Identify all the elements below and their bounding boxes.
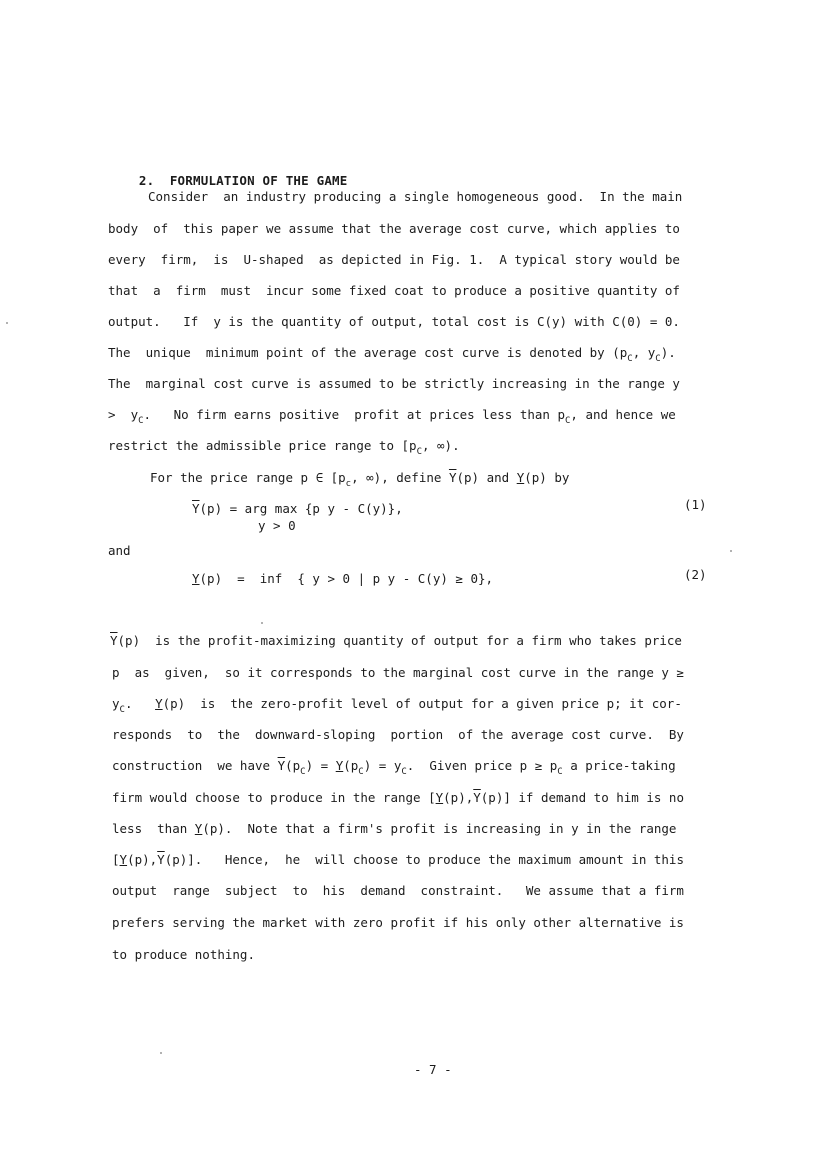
text-fragment: (p) is the zero-profit level of output for a given price p; it cor- [162, 696, 682, 711]
text-fragment: The unique minimum point of the average cost curve is denoted by (p [108, 345, 628, 360]
text-fragment: ). [660, 345, 676, 360]
text-fragment: firm would choose to produce in the range [ [112, 790, 436, 805]
scan-speck [261, 622, 263, 624]
text-line [110, 633, 682, 649]
y-underbar-symbol: Y [194, 821, 203, 836]
text-line: every firm, is U-shaped as depicted in Fig. 1. A typical story would be [108, 252, 680, 267]
text-fragment: For the price range p ∈ [p [150, 470, 346, 485]
y-bar-symbol: $\overline{Y}$ [473, 790, 481, 805]
text-line: that a firm must incur some fixed coat to produce a positive quantity of [108, 283, 680, 298]
paragraph-2 [150, 470, 570, 489]
subscript-c: C [557, 767, 563, 777]
subscript-c: C [401, 767, 407, 777]
subscript-c: C [300, 767, 306, 777]
text-fragment: > y [108, 407, 139, 422]
text-fragment: (p) by [524, 470, 570, 485]
equation-2-number: (2) [684, 567, 707, 582]
equation-1-body [192, 501, 403, 517]
text-fragment: y [112, 696, 120, 711]
text-line: responds to the downward-sloping portion of the average cost curve. By [112, 727, 684, 742]
y-bar-symbol: $\overline{Y}$ [448, 470, 457, 485]
y-underbar-symbol: Y [192, 571, 200, 586]
text-line: p as given, so it corresponds to the marginal cost curve in the range y ≥ [112, 665, 684, 680]
page-number: - 7 - [414, 1062, 452, 1077]
text-fragment: , and hence we [570, 407, 676, 422]
scan-speck [6, 322, 8, 324]
text-fragment: (p [343, 758, 359, 773]
subscript-c: C [358, 767, 364, 777]
equation-1-number: (1) [684, 497, 707, 512]
text-fragment: (p), [127, 852, 158, 867]
text-line: output range subject to his demand constraint. We assume that a firm [112, 883, 684, 898]
y-underbar-symbol: Y [335, 758, 344, 773]
text-fragment: less than [112, 821, 195, 836]
text-line [108, 438, 460, 457]
text-fragment: . No firm earns positive profit at prices less than p [143, 407, 565, 422]
equation-2-body [192, 571, 493, 587]
subscript-c: C [119, 705, 125, 715]
text-fragment: ) = [305, 758, 336, 773]
text-fragment: [ [112, 852, 120, 867]
text-fragment: restrict the admissible price range to [p [108, 438, 417, 453]
y-underbar-symbol: Y [435, 790, 444, 805]
text-line [112, 852, 684, 868]
equation-1-subscript: y > 0 [258, 518, 296, 533]
text-line: body of this paper we assume that the average cost curve, which applies to [108, 221, 680, 236]
scan-speck [160, 1052, 162, 1054]
text-fragment: (p)]. Hence, he will choose to produce the maximum amount in this [164, 852, 684, 867]
y-underbar-symbol: Y [155, 696, 163, 711]
text-fragment: (p) and [456, 470, 517, 485]
y-bar-symbol: $\overline{Y}$ [192, 501, 200, 516]
text-line [108, 407, 676, 426]
text-fragment: (p), [443, 790, 474, 805]
text-line: The marginal cost curve is assumed to be strictly increasing in the range y [108, 376, 680, 391]
text-fragment: , ∞). [421, 438, 460, 453]
text-fragment: a price-taking [562, 758, 676, 773]
y-underbar-symbol: Y [516, 470, 525, 485]
text-line: to produce nothing. [112, 947, 255, 962]
text-fragment: , y [632, 345, 656, 360]
text-fragment: construction we have [112, 758, 278, 773]
text-line [112, 790, 684, 806]
text-line [112, 696, 682, 715]
subscript-c: C [416, 447, 422, 457]
scan-speck [730, 550, 732, 552]
text-fragment: ) = y [363, 758, 402, 773]
subscript-c: C [564, 416, 571, 426]
text-fragment: (p). Note that a firm's profit is increasing in y in the range [202, 821, 677, 836]
text-line: Consider an industry producing a single homogeneous good. In the main [148, 189, 683, 204]
subscript-c: C [655, 354, 661, 364]
text-fragment: . [124, 696, 156, 711]
y-bar-symbol: $\overline{Y}$ [157, 852, 165, 867]
equation-text: (p) = inf { y > 0 | p y - C(y) ≥ 0}, [199, 571, 494, 586]
section-title: FORMULATION OF THE GAME [169, 173, 348, 188]
text-line [112, 758, 676, 777]
text-fragment: . Given price p ≥ p [406, 758, 558, 773]
text-line [112, 821, 676, 837]
y-underbar-symbol: Y [119, 852, 128, 867]
text-fragment: , ∞), define [351, 470, 449, 485]
text-line: output. If y is the quantity of output, total cost is C(y) with C(0) = 0. [108, 314, 680, 329]
y-bar-symbol: $\overline{Y}$ [277, 758, 286, 773]
text-fragment: (p [285, 758, 301, 773]
text-fragment: (p)] if demand to him is no [480, 790, 684, 805]
subscript-c: c [345, 479, 352, 489]
text-fragment: (p) is the profit-maximizing quantity of output for a firm who takes price [117, 633, 682, 648]
section-number: 2. [138, 173, 155, 188]
subscript-c: C [138, 416, 144, 426]
subscript-c: C [627, 354, 633, 364]
connector-text: and [108, 543, 131, 558]
equation-text: (p) = arg max {p y - C(y)}, [199, 501, 403, 516]
y-bar-symbol: $\overline{Y}$ [110, 633, 118, 648]
text-line [108, 345, 676, 364]
text-line: prefers serving the market with zero profit if his only other alternative is [112, 915, 684, 930]
